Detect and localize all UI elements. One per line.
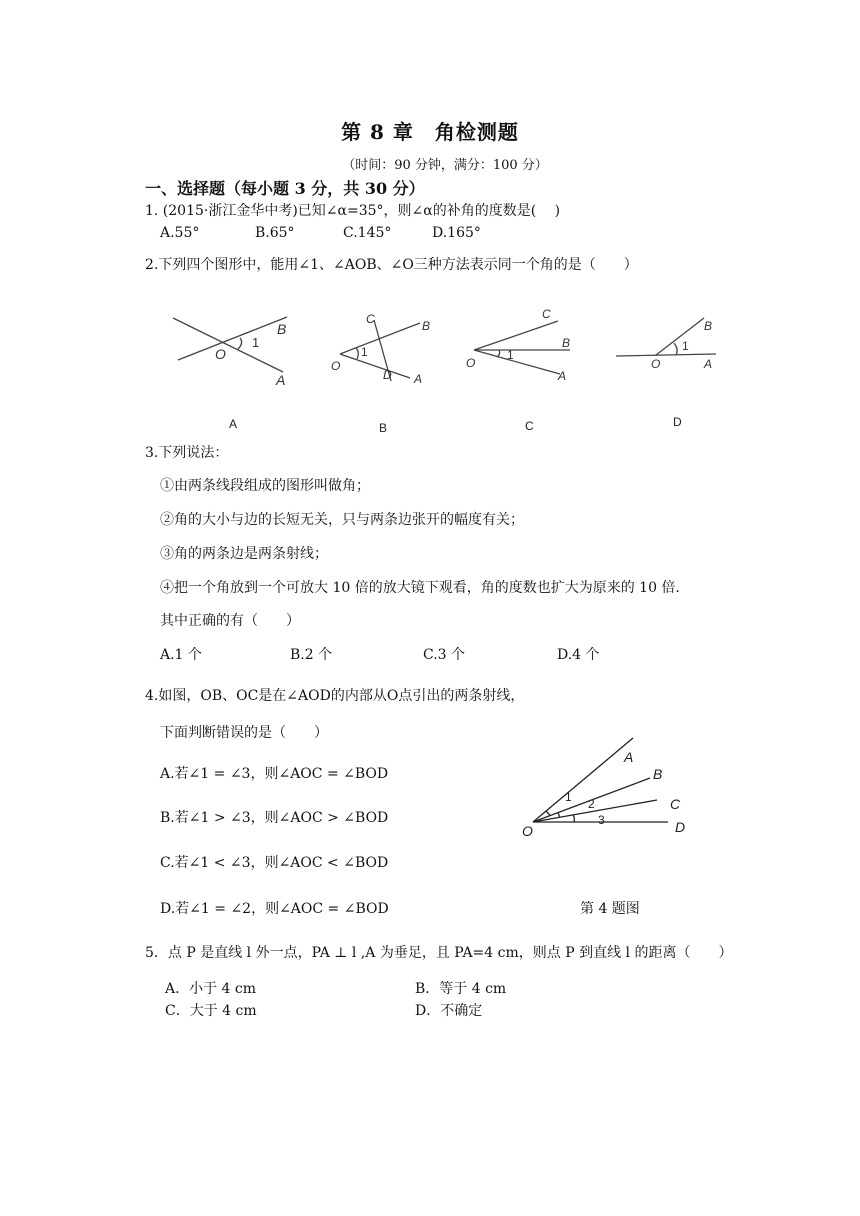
fig4-label-3: 3 [598,813,605,827]
q5-stem: 5．点 P 是直线 l 外一点，PA ⊥ l ,A 为垂足，且 PA=4 cm，则点 P 到直线 l 的距离（ ） [145,945,733,961]
fig-b-label-A: A [414,372,423,386]
q5-option-c: C．大于 4 cm [165,1003,257,1019]
q1-option-b: B.65° [255,225,295,241]
fig-caption-c: C [525,419,534,433]
fig-c-label-O: O [466,356,476,370]
fig-d-label-B: B [704,319,713,333]
q3-stem: 3.下列说法： [145,445,229,461]
fig4-label-A: A [624,749,634,765]
q4-option-d: D.若∠1 = ∠2，则∠AOC = ∠BOD [160,901,389,917]
q3-item-2: ②角的大小与边的长短无关，只与两条边张开的幅度有关； [160,512,524,528]
fig4-label-1: 1 [565,790,572,804]
q1-stem: 1. (2015·浙江金华中考)已知∠α=35°，则∠α的补角的度数是( ) [145,203,561,219]
q2-figures [150,296,750,436]
q3-item-1: ①由两条线段组成的图形叫做角； [160,478,370,494]
q3-item-4: ④把一个角放到一个可放大 10 倍的放大镜下观看，角的度数也扩大为原来的 10 倍. [160,580,680,596]
fig-c-label-1: 1 [507,348,514,362]
fig-caption-b: B [379,421,388,435]
q4-option-c: C.若∠1 < ∠3，则∠AOC < ∠BOD [160,855,389,871]
fig-c-label-C: C [542,307,551,321]
q1-option-a: A.55° [160,225,200,241]
q3-option-b: B.2 个 [290,647,333,663]
q3-option-a: A.1 个 [160,647,202,663]
fig-c-label-A: A [558,369,567,383]
q5-option-a: A．小于 4 cm [165,981,257,997]
q1-option-c: C.145° [343,225,392,241]
fig-b-label-D: D [383,368,392,382]
q4-option-a: A.若∠1 = ∠3，则∠AOC = ∠BOD [160,766,389,782]
page-subtitle: （时间：90 分钟，满分：100 分） [342,158,548,173]
fig-d-label-O: O [651,357,661,371]
q3-option-c: C.3 个 [423,647,466,663]
fig4-label-2: 2 [588,797,595,811]
q4-stem: 4.如图，OB、OC是在∠AOD的内部从O点引出的两条射线， [145,688,525,704]
q5-option-b: B．等于 4 cm [415,981,507,997]
fig4-label-D: D [675,819,686,835]
fig-caption-a: A [229,417,238,431]
fig4-label-O: O [522,823,533,839]
section-heading: 一、选择题（每小题 3 分，共 30 分） [145,179,425,198]
q5-option-d: D．不确定 [415,1003,483,1019]
q3-prompt: 其中正确的有（ ） [160,613,300,629]
q4-figure [510,736,700,846]
fig-b-label-C: C [366,312,375,326]
fig-a-label-1: 1 [252,335,260,350]
q4-prompt: 下面判断错误的是（ ） [160,725,328,741]
fig-b-label-O: O [331,359,341,373]
fig-a-label-B: B [277,321,287,337]
q3-option-d: D.4 个 [557,647,600,663]
q4-option-b: B.若∠1 > ∠3，则∠AOC > ∠BOD [160,810,389,826]
q2-stem: 2.下列四个图形中，能用∠1、∠AOB、∠O三种方法表示同一个角的是（ ） [145,257,638,273]
fig-d-label-1: 1 [682,339,689,353]
fig4-label-C: C [670,796,681,812]
fig4-label-B: B [653,766,663,782]
fig-caption-d: D [673,415,682,429]
fig-b-label-B: B [422,319,431,333]
q1-option-d: D.165° [432,225,481,241]
fig-c-label-B: B [562,336,571,350]
q3-item-3: ③角的两条边是两条射线； [160,546,328,562]
q4-figure-caption: 第 4 题图 [580,901,640,917]
page-title: 第 8 章 角检测题 [341,120,519,144]
fig-a-label-O: O [215,346,226,362]
fig-b-label-1: 1 [361,345,368,359]
fig-d-label-A: A [704,357,713,371]
fig-a-label-A: A [276,372,286,388]
